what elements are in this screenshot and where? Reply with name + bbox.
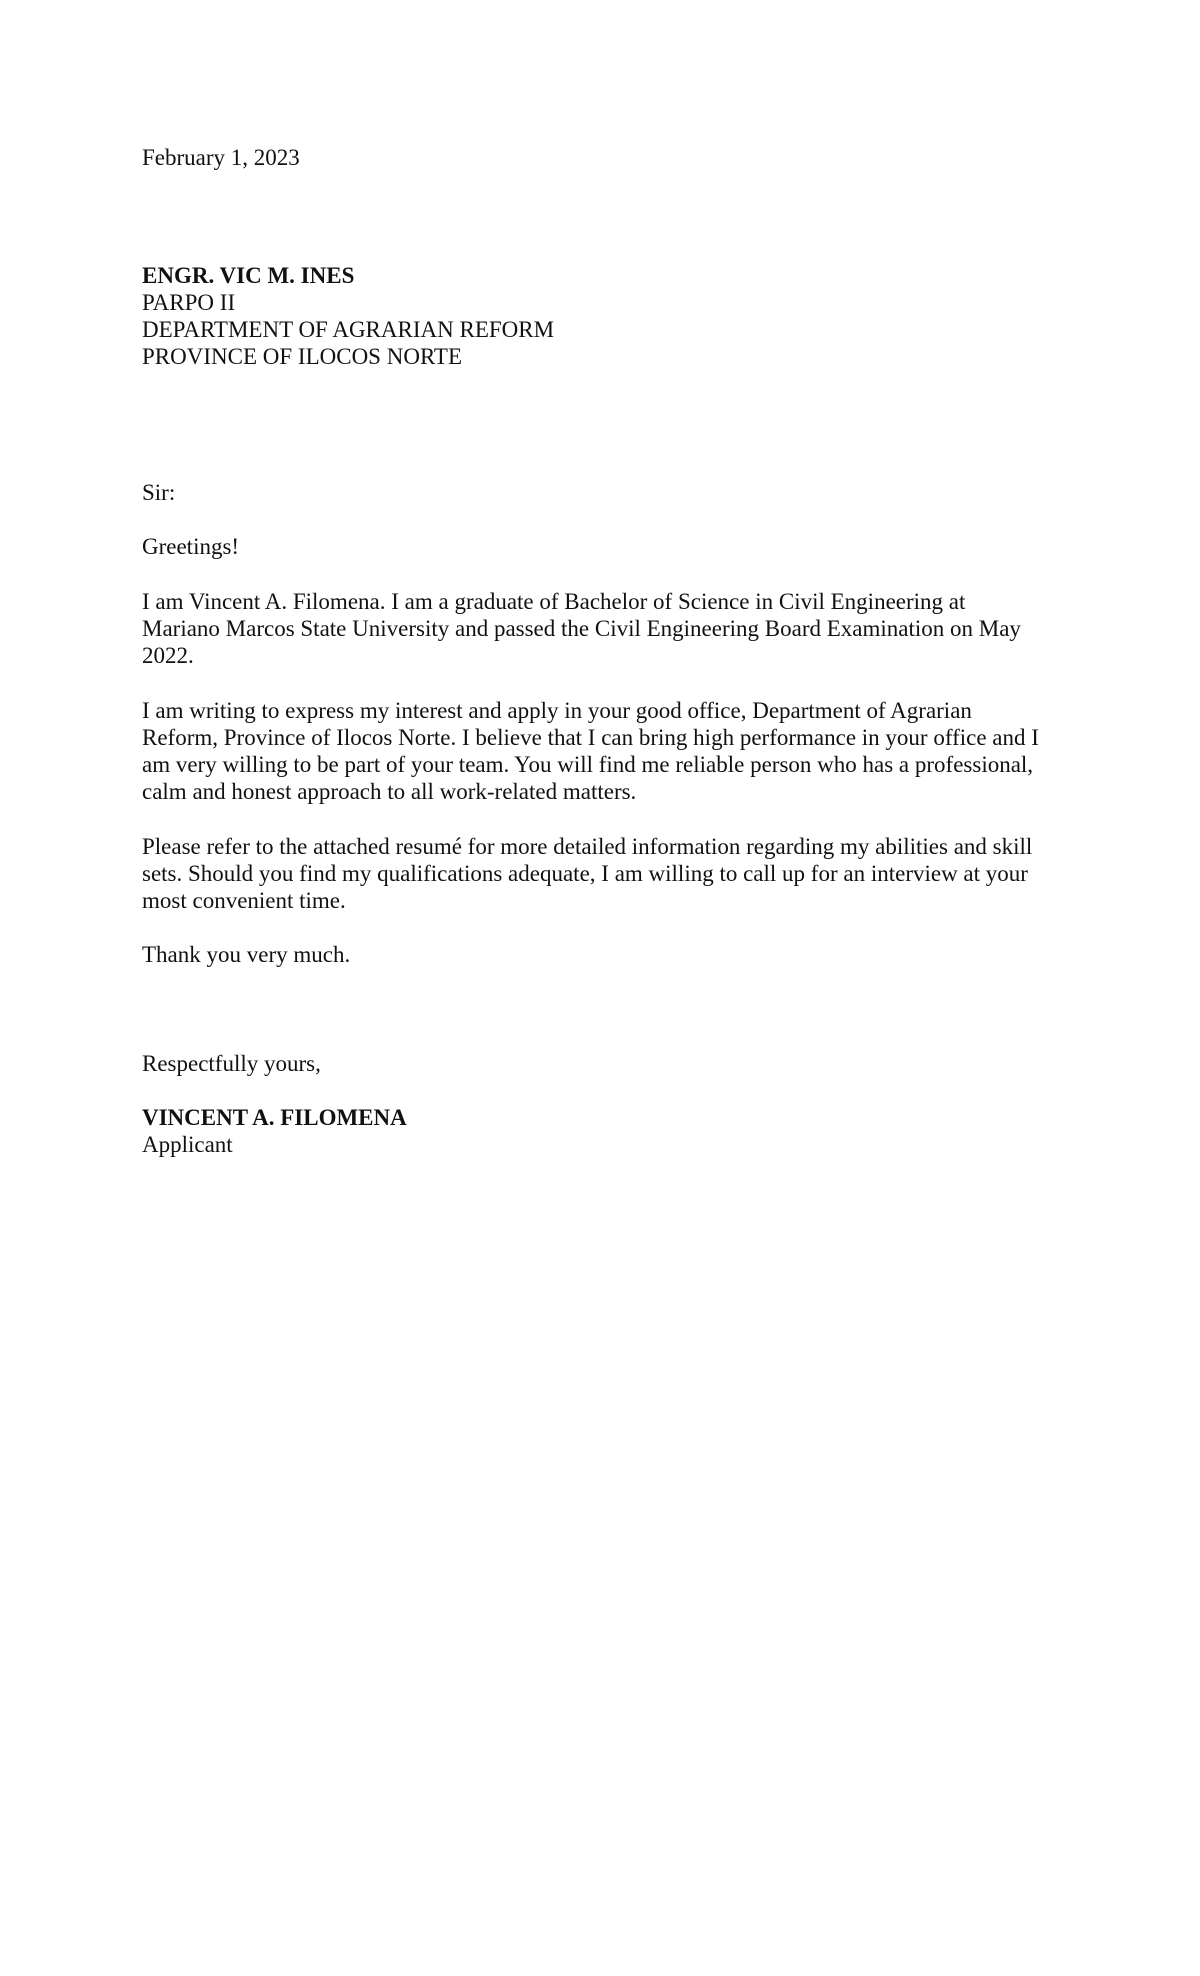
recipient-province: PROVINCE OF ILOCOS NORTE xyxy=(142,344,463,369)
letter-date: February 1, 2023 xyxy=(142,145,300,170)
paragraph-line: I am Vincent A. Filomena. I am a graduate of Bachelor of Science in Civil Engineering at xyxy=(142,589,966,614)
paragraph-line: Reform, Province of Ilocos Norte. I believe that I can bring high performance in your office and I xyxy=(142,725,1039,750)
recipient-name: ENGR. VIC M. INES xyxy=(142,263,355,288)
paragraph-resume xyxy=(142,833,1082,914)
signatory-role: Applicant xyxy=(142,1132,233,1157)
paragraph-line: calm and honest approach to all work-related matters. xyxy=(142,779,637,804)
paragraph-line: 2022. xyxy=(142,643,194,668)
thanks-block xyxy=(142,941,1082,968)
letter-date-block xyxy=(142,144,1082,171)
paragraph-interest xyxy=(142,697,1082,805)
paragraph-line: Please refer to the attached resumé for more detailed information regarding my abilities and skill xyxy=(142,834,1033,859)
greeting: Greetings! xyxy=(142,534,240,559)
recipient-block xyxy=(142,262,1082,370)
paragraph-line: most convenient time. xyxy=(142,888,346,913)
salutation-block xyxy=(142,479,1082,506)
paragraph-line: Mariano Marcos State University and passed the Civil Engineering Board Examination on May xyxy=(142,616,1021,641)
signature-block xyxy=(142,1104,1082,1158)
paragraph-line: am very willing to be part of your team. You will find me reliable person who has a professional, xyxy=(142,752,1034,777)
closing-block xyxy=(142,1050,1082,1077)
paragraph-line: I am writing to express my interest and apply in your good office, Department of Agrarian xyxy=(142,698,972,723)
recipient-title: PARPO II xyxy=(142,290,236,315)
signatory-name: VINCENT A. FILOMENA xyxy=(142,1105,407,1130)
salutation: Sir: xyxy=(142,480,176,505)
paragraph-introduction xyxy=(142,588,1082,669)
recipient-office: DEPARTMENT OF AGRARIAN REFORM xyxy=(142,317,555,342)
greeting-block xyxy=(142,533,1082,560)
thanks-line: Thank you very much. xyxy=(142,942,351,967)
closing-line: Respectfully yours, xyxy=(142,1051,321,1076)
paragraph-line: sets. Should you find my qualifications adequate, I am willing to call up for an interview at your xyxy=(142,861,1028,886)
